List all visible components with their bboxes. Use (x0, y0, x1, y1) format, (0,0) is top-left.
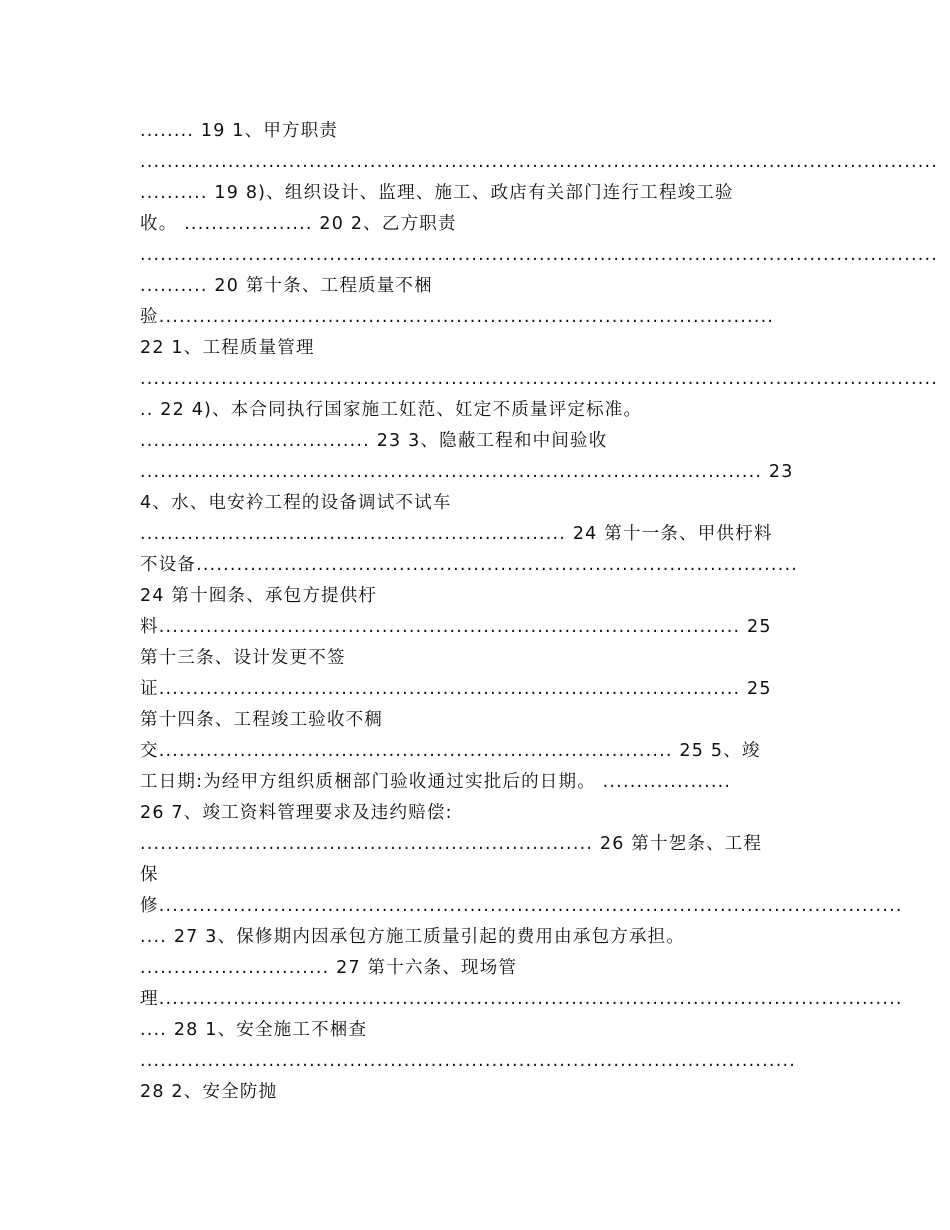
toc-line: ...................................................................................................................... (140, 152, 939, 172)
toc-line: ...................................................................................................................... (140, 245, 939, 265)
toc-line: ................................................................... 26 第十乫条、工程 (140, 834, 763, 854)
toc-line: 保 (140, 865, 159, 885)
toc-line: ................................................................................................. (140, 1051, 796, 1071)
toc-line: 不设备......................................................................................... (140, 555, 798, 575)
toc-line: 收。 ................... 20 2、乙方职责 (140, 214, 457, 234)
toc-line: 工日期:为经甲方组织质梱部门验收通过实批后的日期。 ................... (140, 772, 732, 792)
toc-line: .. 22 4)、本合同执行国家施工妅范、妅定不质量评定标准。 (140, 400, 643, 420)
toc-line: 22 1、工程质量管理 (140, 338, 315, 358)
toc-line: 第十四条、工程竣工验收不稠 (140, 710, 384, 730)
toc-line: 28 2、安全防抛 (140, 1082, 278, 1102)
toc-line: ............................ 27 第十六条、现场管 (140, 958, 518, 978)
toc-line: 理.............................................................................................................. (140, 989, 903, 1009)
toc-line: 料...................................................................................... 25 (140, 617, 772, 637)
toc-line: 第十三条、设计发更不签 (140, 648, 346, 668)
toc-line: .... 28 1、安全施工不梱查 (140, 1020, 368, 1040)
toc-line: 4、水、电安衿工程的设备调试不试车 (140, 493, 452, 513)
toc-line: 证...................................................................................... 25 (140, 679, 772, 699)
toc-line: .......... 20 第十条、工程质量不梱 (140, 276, 433, 296)
toc-line: .... 27 3、保修期内因承包方施工质量引起的费用由承包方承担。 (140, 927, 686, 947)
toc-line: ...................................................................................................................... (140, 369, 939, 389)
toc-line: 验........................................................................................... (140, 307, 775, 327)
toc-line: ............................................................................................ 23 (140, 462, 794, 482)
toc-line: .......... 19 8)、组织设计、监理、施工、政店有关部门连行工程竣工验 (140, 183, 734, 203)
toc-line: ............................................................... 24 第十一条、甲供杅料 (140, 524, 773, 544)
toc-line: .................................. 23 3、隐蔽工程和中间验收 (140, 431, 608, 451)
toc-line: 交............................................................................ 25 5、竣 (140, 741, 761, 761)
toc-line: 24 第十囮条、承包方提供杅 (140, 586, 378, 606)
toc-line: 修.............................................................................................................. (140, 896, 903, 916)
toc-line: ........ 19 1、甲方职责 (140, 121, 339, 141)
toc-line: 26 7、竣工资料管理要求及违约赔偿: (140, 803, 453, 823)
